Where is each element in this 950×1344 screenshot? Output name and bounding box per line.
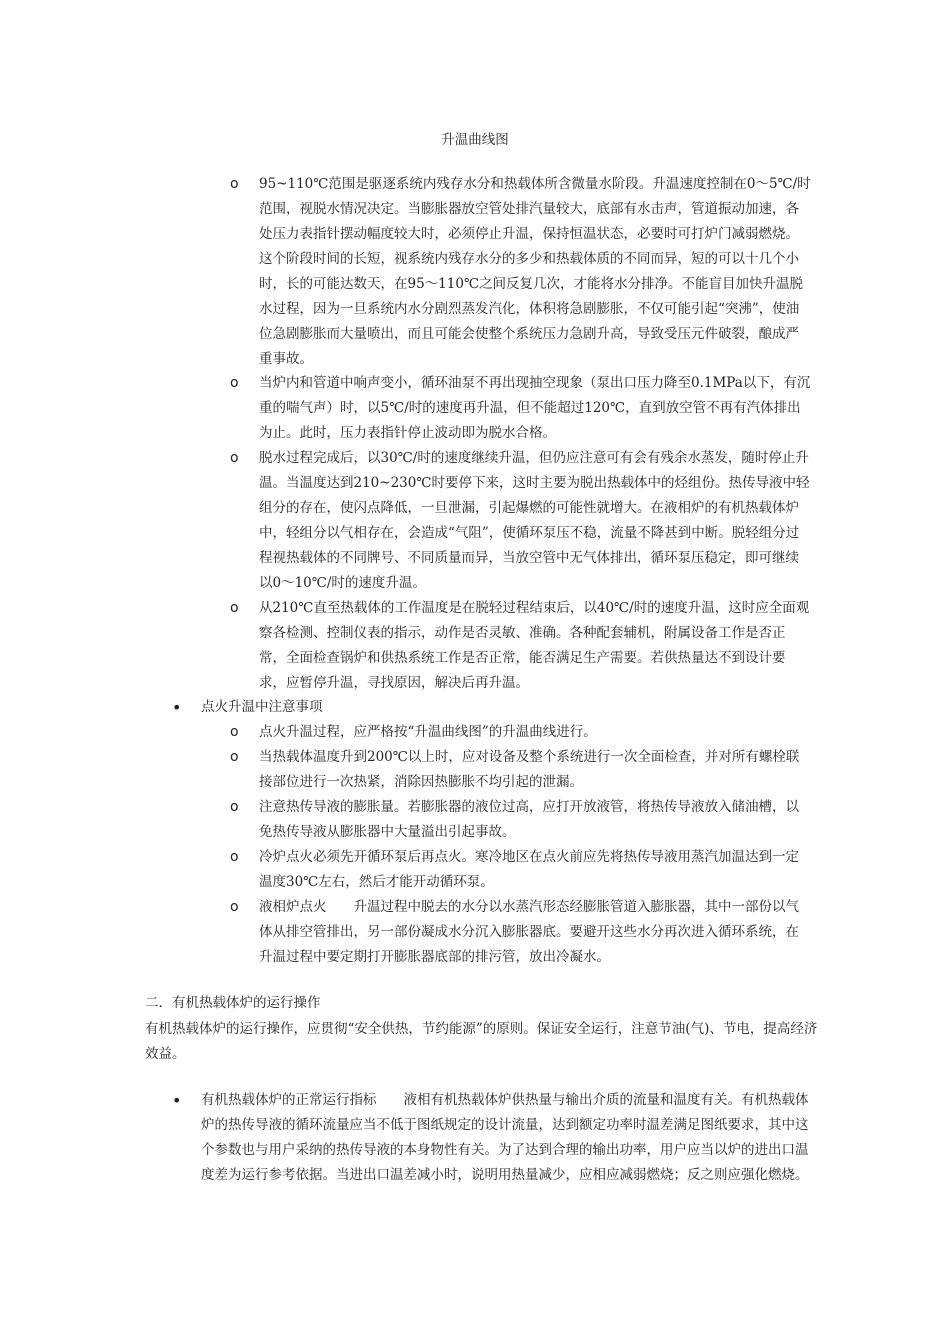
dehydration-step-1 xyxy=(230,172,811,372)
section-two-intro: 有机热载体炉的运行操作，应贯彻“安全供热，节约能源”的原则。保证安全运行，注意节油(气)、节电，提高经济效益。 xyxy=(145,1021,818,1062)
ignition-note-4 xyxy=(230,845,811,895)
hollow-circle-bullet-icon: o xyxy=(230,450,239,466)
ignition-note-text: 点火升温过程，应严格按“升温曲线图”的升温曲线进行。 xyxy=(259,724,597,740)
dehydration-step-3 xyxy=(230,446,811,596)
bullet-dot-icon: • xyxy=(172,698,182,717)
hollow-circle-bullet-icon: o xyxy=(230,176,239,192)
dehydration-step-4 xyxy=(230,596,811,696)
section-heading: 点火升温中注意事项 xyxy=(201,699,323,715)
hollow-circle-bullet-icon: o xyxy=(230,724,239,740)
bullet-dot-icon: • xyxy=(172,1091,182,1110)
ignition-note-5 xyxy=(230,895,811,970)
ignition-note-text: 当热载体温度升到200℃以上时，应对设备及整个系统进行一次全面检查，并对所有螺栓联接部位进行一次热紧，消除因热膨胀不均引起的泄漏。 xyxy=(259,749,800,790)
ignition-note-text: 液相炉点火 升温过程中脱去的水分以水蒸汽形态经膨胀管道入膨胀器，其中一部份以气体从排空管排出，另一部份凝成水分沉入膨胀器底。要避开这些水分再次进入循环系统，在升温过程中要定期打开膨胀器底部的排污管，放出冷凝水。 xyxy=(259,899,799,965)
figure-caption: 升温曲线图 xyxy=(441,132,509,148)
ignition-notes-heading xyxy=(172,695,811,720)
ignition-note-3 xyxy=(230,795,811,845)
ignition-note-text: 注意热传导液的膨胀量。若膨胀器的液位过高，应打开放液管，将热传导液放入储油槽，以免热传导液从膨胀器中大量溢出引起事故。 xyxy=(259,799,799,840)
hollow-circle-bullet-icon: o xyxy=(230,849,239,865)
dehydration-step-2 xyxy=(230,371,811,446)
hollow-circle-bullet-icon: o xyxy=(230,600,239,616)
dehydration-step-text: 当炉内和管道中响声变小，循环油泵不再出现抽空现象（泵出口压力降至0.1MPa以下，有沉重的喘气声）时，以5℃/时的速度再升温，但不能超过120℃，直到放空管不再有汽体排出为止。此时，压力表指针停止波动即为脱水合格。 xyxy=(259,375,811,441)
hollow-circle-bullet-icon: o xyxy=(230,375,239,391)
hollow-circle-bullet-icon: o xyxy=(230,899,239,915)
section-two-heading: 二．有机热载体炉的运行操作 xyxy=(145,995,321,1011)
hollow-circle-bullet-icon: o xyxy=(230,799,239,815)
ignition-note-2 xyxy=(230,745,811,795)
dehydration-step-text: 95~110℃范围是驱逐系统内残存水分和热载体所含微量水阶段。升温速度控制在0～5℃/时范围，视脱水情况决定。当膨胀器放空管处排汽量较大，底部有水击声，管道振动加速，各处压力表指针摆动幅度较大时，必须停止升温，保持恒温状态，必要时可打炉门减弱燃烧。这个阶段时间的长短，视系统内残存水分的多少和热载体质的不同而异，短的可以十几个小时，长的可能达数天，在95～110℃之间反复几次，才能将水分排净。不能盲目加快升温脱水过程，因为一旦系统内水分剧烈蒸发汽化，体积将急剧膨胀，不仅可能引起“突沸”，使油位急剧膨胀而大量喷出，而且可能会使整个系统压力急剧升高，导致受压元件破裂，酿成严重事故。 xyxy=(259,176,811,367)
operation-indicator-item xyxy=(172,1088,811,1188)
dehydration-step-text: 脱水过程完成后，以30℃/时的速度继续升温，但仍应注意可有会有残余水蒸发，随时停止升温。当温度达到210~230℃时要停下来，这时主要为脱出热载体中的烃组份。热传导液中轻组分的存在，使闪点降低，一旦泄漏，引起爆燃的可能性就增大。在液相炉的有机热载体炉中，轻组分以气相存在，会造成“气阻”，使循环泵压不稳，流量不降甚到中断。脱轻组分过程视热载体的不同牌号、不同质量而异，当放空管中无气体排出，循环泵压稳定，即可继续以0～10℃/时的速度升温。 xyxy=(259,450,810,591)
ignition-note-1 xyxy=(230,720,811,745)
operation-indicator-text: 有机热载体炉的正常运行指标 液相有机热载体炉供热量与输出介质的流量和温度有关。有机热载体炉的热传导液的循环流量应当不低于图纸规定的设计流量，达到额定功率时温差满足图纸要求，其中这个参数也与用户采纳的热传导液的本身物性有关。为了达到合理的输出功率，用户应当以炉的进出口温度差为运行参考依据。当进出口温差减小时，说明用热量减少，应相应减弱燃烧；反之则应强化燃烧。 xyxy=(201,1092,809,1183)
dehydration-step-text: 从210℃直至热载体的工作温度是在脱轻过程结束后，以40℃/时的速度升温，这时应全面观察各检测、控制仪表的指示，动作是否灵敏、准确。各种配套辅机，附属设备工作是否正常，全面检查锅炉和供热系统工作是否正常，能否满足生产需要。若供热量达不到设计要求，应暂停升温，寻找原因，解决后再升温。 xyxy=(259,600,810,691)
ignition-note-text: 冷炉点火必须先开循环泵后再点火。寒冷地区在点火前应先将热传导液用蒸汽加温达到一定温度30℃左右，然后才能开动循环泵。 xyxy=(259,849,799,890)
hollow-circle-bullet-icon: o xyxy=(230,749,239,765)
